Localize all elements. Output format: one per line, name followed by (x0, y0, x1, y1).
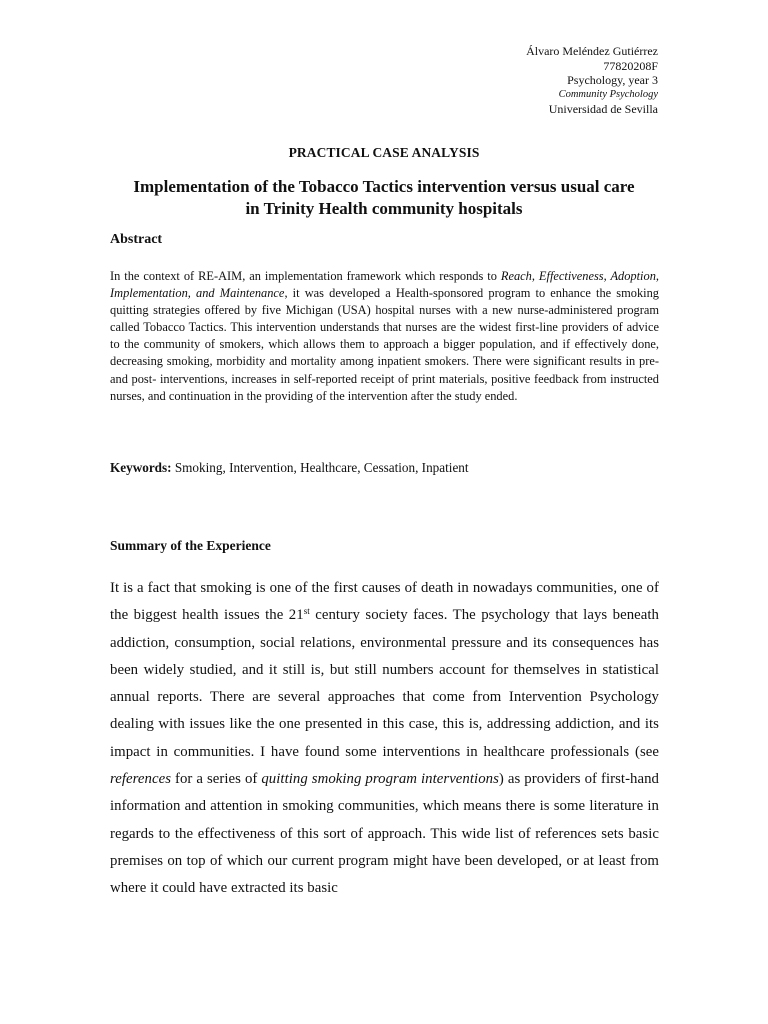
title-line-2: in Trinity Health community hospitals (245, 199, 523, 218)
abstract-heading: Abstract (110, 232, 163, 247)
keywords-list: Smoking, Intervention, Healthcare, Cessation, Inpatient (171, 460, 469, 475)
abstract-text-rest: , it was developed a Health-sponsored program to enhance the smoking quitting strategies offered by five Michigan (USA) hospital nurses with a new nurse-administered program called Tobacco Tactics. This intervention understands that nurses are the widest first-line providers of advice to the community of smokers, which allows them to approach a bigger population, and if effectively done, decreasing smoking, morbidity and mortality among inpatient smokers. There were significant results in pre- and post- interventions, increases in self-reported receipt of print materials, positive feedback from instructed nurses, and continuation in the providing of the intervention after the study ended. (110, 286, 659, 403)
author-header (526, 44, 658, 117)
summary-heading: Summary of the Experience (110, 538, 271, 553)
references-term: references (110, 771, 172, 788)
program-year: Psychology, year 3 (567, 73, 658, 88)
ordinal-suffix: st (303, 606, 310, 617)
abstract-framework-terms: Reach, Effectiveness, Adoption, Implementation, and Maintenance (110, 269, 659, 301)
document-type-label: PRACTICAL CASE ANALYSIS (288, 145, 480, 160)
summary-text-4: ) as providers of first-hand information and attention in smoking communities, which means there is some literature in regards to the effectiveness of this sort of approach. This wide list of references sets basic premises on top of which our current program might have been developed, or at least from where it could have extracted its basic (110, 771, 660, 897)
document-title (100, 176, 668, 220)
course-name: Community Psychology (558, 88, 658, 100)
abstract-text-start: In the context of RE-AIM, an implementation framework which responds to (110, 269, 501, 283)
author-name: Álvaro Meléndez Gutiérrez (526, 44, 658, 58)
keywords-label: Keywords: (110, 460, 172, 475)
summary-text-3: for a series of (171, 771, 262, 788)
student-id: 77820208F (603, 58, 658, 73)
university-name: Universidad de Sevilla (548, 102, 658, 117)
summary-text-2: century society faces. The psychology that lays beneath addiction, consumption, social relations, environmental pressure and its consequences has been widely studied, and it still is, but still numbers account for themselves in statistical annual reports. There are several approaches that come from Intervention Psychology dealing with issues like the one presented in this case, this is, addressing addiction, and its impact in communities. I have found some interventions in healthcare professionals (see (110, 607, 660, 760)
keywords-line (110, 460, 469, 476)
title-line-1: Implementation of the Tobacco Tactics intervention versus usual care (133, 177, 635, 196)
summary-text-1: It is a fact that smoking is one of the first causes of death in nowadays communities, one of the biggest health issues the 21 (110, 580, 659, 624)
summary-paragraph (110, 575, 659, 903)
program-interventions-term: quitting smoking program interventions (261, 771, 499, 788)
abstract-paragraph (110, 268, 659, 405)
